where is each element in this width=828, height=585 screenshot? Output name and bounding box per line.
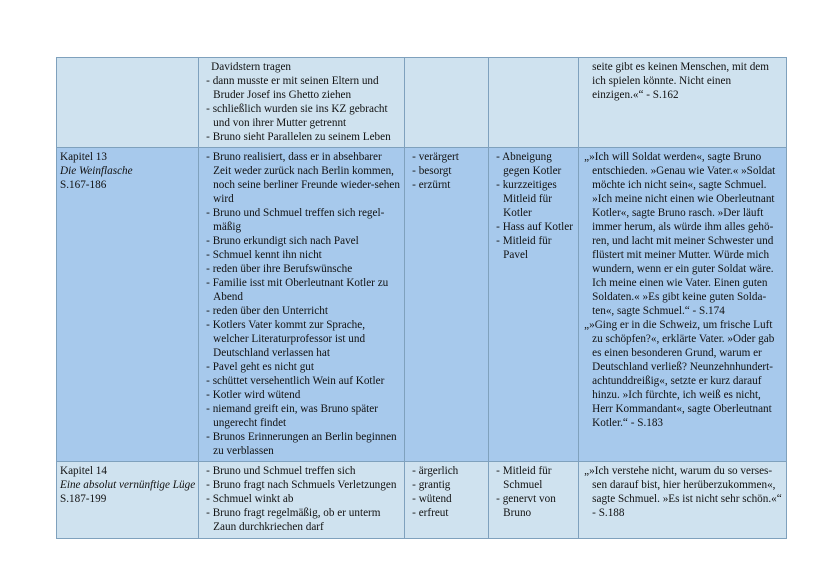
chapter-title: Die Weinflasche <box>60 165 133 177</box>
list-item: - Bruno fragt regelmäßig, ob er unterm Zaun durchkriechen darf <box>202 506 401 534</box>
events-list <box>202 60 401 144</box>
feelings-cell <box>405 148 489 462</box>
list-item: - verärgert <box>408 150 485 164</box>
events-list <box>202 150 401 458</box>
list-item: - Mitleid für Schmuel <box>492 464 575 492</box>
list-item: - Mitleid für Pavel <box>492 234 575 262</box>
quote-text: „»Ich will Soldat werden«, sagte Bruno entschieden. »Genau wie Vater.« »Soldat möchte ich nicht sein«, sagte Schmuel. »Ich meine nicht einen wie Oberleutnant Kotler«, sagte Bruno rasch. »Der läuft immer herum, als würde ihm alles gehö-ren, und lacht mit meiner Schwester und flüstert mit meiner Mutter. Würde mich wundern, wenn er ein guter Soldat wäre. Ich meine einen wie Vater. Einen guten Soldaten.« »Es gibt keine guten Solda-ten«, sagte Schmuel.“ - S.174 <box>584 151 776 317</box>
list-item: Davidstern tragen <box>211 61 292 73</box>
list-item: - dann musste er mit seinen Eltern und Bruder Josef ins Ghetto ziehen <box>202 74 401 102</box>
quote-text: „»Ich verstehe nicht, warum du so verses-sen darauf bist, hier herüberzukommen«, sagte Schmuel. »Es ist nicht sehr schön.«“ - S.188 <box>584 465 782 519</box>
list-item: - ärgerlich <box>408 464 485 478</box>
list-item: - Kotler wird wütend <box>202 388 401 402</box>
list-item: - kurzzeitiges Mitleid für Kotler <box>492 178 575 220</box>
quote-text: seite gibt es keinen Menschen, mit dem ich spielen könnte. Nicht einen einzigen.«“ - S.162 <box>592 61 769 101</box>
relations-cell <box>489 58 579 148</box>
list-item: - niemand greift ein, was Bruno später ungerecht findet <box>202 402 401 430</box>
table-body <box>57 58 787 539</box>
chapter-number: Kapitel 14 <box>60 465 107 477</box>
list-item: - schüttet versehentlich Wein auf Kotler <box>202 374 401 388</box>
list-item: - schließlich wurden sie ins KZ gebracht und von ihrer Mutter getrennt <box>202 102 401 130</box>
feelings-list <box>408 464 485 520</box>
list-item: - Bruno sieht Parallelen zu seinem Leben <box>202 130 401 144</box>
list-item: - Schmuel kennt ihn nicht <box>202 248 401 262</box>
list-item: - Bruno und Schmuel treffen sich regel-mäßig <box>202 206 401 234</box>
chapter-pages: S.187-199 <box>60 493 107 505</box>
feelings-cell <box>405 462 489 539</box>
events-list <box>202 464 401 534</box>
table-row <box>57 58 787 148</box>
list-item: - genervt von Bruno <box>492 492 575 520</box>
list-item: - Pavel geht es nicht gut <box>202 360 401 374</box>
list-item: - besorgt <box>408 164 485 178</box>
list-item: - Abneigung gegen Kotler <box>492 150 575 178</box>
list-item: - Bruno fragt nach Schmuels Verletzungen <box>202 478 401 492</box>
events-cell <box>199 462 405 539</box>
relations-cell <box>489 462 579 539</box>
list-item: - Brunos Erinnerungen an Berlin beginnen zu verblassen <box>202 430 401 458</box>
list-item: - Bruno realisiert, dass er in absehbarer Zeit weder zurück nach Berlin kommen, noch seine berliner Freunde wieder-sehen wird <box>202 150 401 206</box>
list-item: - erzürnt <box>408 178 485 192</box>
table-row <box>57 148 787 462</box>
list-item: - grantig <box>408 478 485 492</box>
chapter-cell <box>57 462 199 539</box>
list-item: - Hass auf Kotler <box>492 220 575 234</box>
list-item: - Kotlers Vater kommt zur Sprache, welcher Literaturprofessor ist und Deutschland verlassen hat <box>202 318 401 360</box>
chapter-cell <box>57 58 199 148</box>
events-cell <box>199 148 405 462</box>
chapter-number: Kapitel 13 <box>60 151 107 163</box>
quotes-cell <box>579 462 787 539</box>
list-item: - Bruno und Schmuel treffen sich <box>202 464 401 478</box>
list-item: - wütend <box>408 492 485 506</box>
list-item: - reden über den Unterricht <box>202 304 401 318</box>
list-item: - erfreut <box>408 506 485 520</box>
list-item: - Bruno erkundigt sich nach Pavel <box>202 234 401 248</box>
chapter-cell <box>57 148 199 462</box>
list-item: - Schmuel winkt ab <box>202 492 401 506</box>
quote-text: „»Ging er in die Schweiz, um frische Luft zu schöpfen?«, erklärte Vater. »Oder gab es einen besonderen Grund, warum er Deutschland verließ? Neunzehnhundert-achtunddreißig«, setzte er kurz darauf hinzu. »Ich fürchte, ich weiß es nicht, Herr Kommandant«, sagte Oberleutnant Kotler.“ - S.183 <box>584 319 775 429</box>
feelings-cell <box>405 58 489 148</box>
chapter-analysis-table <box>56 57 787 539</box>
list-item: - Familie isst mit Oberleutnant Kotler zu Abend <box>202 276 401 304</box>
relations-list <box>492 464 575 520</box>
events-cell <box>199 58 405 148</box>
quotes-cell <box>579 58 787 148</box>
relations-cell <box>489 148 579 462</box>
list-item: - reden über ihre Berufswünsche <box>202 262 401 276</box>
quotes-cell <box>579 148 787 462</box>
feelings-list <box>408 150 485 192</box>
table-row <box>57 462 787 539</box>
chapter-title: Eine absolut vernünftige Lüge <box>60 479 196 491</box>
chapter-pages: S.167-186 <box>60 179 107 191</box>
relations-list <box>492 150 575 262</box>
